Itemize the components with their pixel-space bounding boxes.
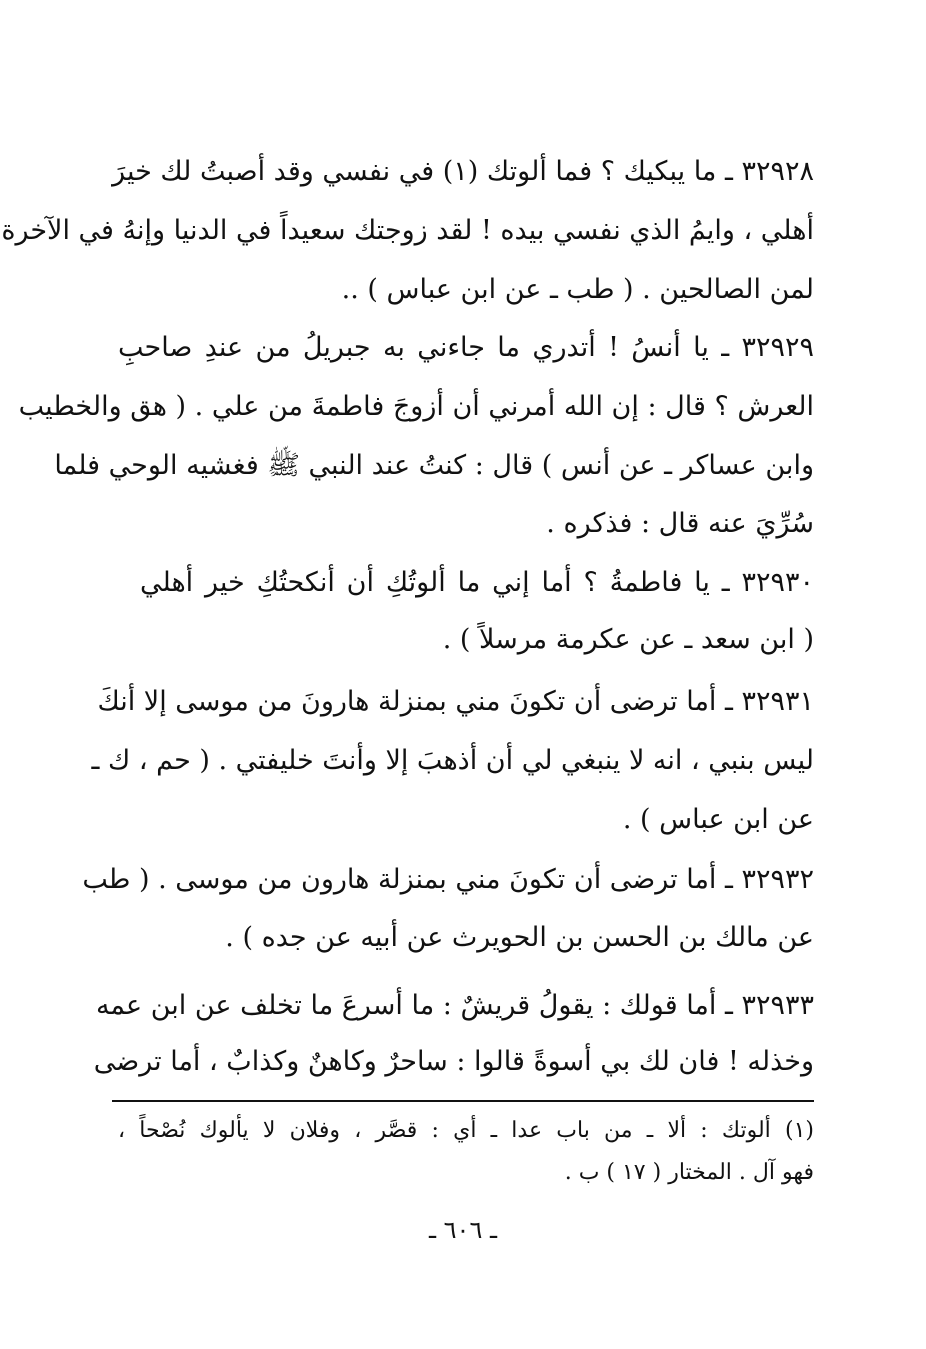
- entry-32929-line-3: وابن عساكر ـ عن أنس ) قال : كنتُ عند النبي ﷺ فغشيه الوحي فلما: [54, 450, 814, 481]
- entry-32931-line-3: عن ابن عباس ) .: [622, 804, 814, 835]
- page-number: ـ ٦٠٦ ـ: [428, 1216, 497, 1244]
- entry-32930-line-2: ( ابن سعد ـ عن عكرمة مرسلاً ) .: [442, 624, 814, 655]
- entry-32931-line-1: ٣٢٩٣١ ـ أما ترضى أن تكونَ مني بمنزلة هارونَ من موسى إلا أنكَ: [97, 686, 814, 717]
- entry-32930-line-1: ٣٢٩٣٠ ـ يا فاطمةُ ؟ أما إني ما ألوتُكِ أن أنكحتُكِ خير أهلي: [140, 567, 814, 598]
- entry-32932-line-1: ٣٢٩٣٢ ـ أما ترضى أن تكونَ مني بمنزلة هارون من موسى . ( طب: [82, 864, 814, 895]
- entry-32928-line-3: لمن الصالحين . ( طب ـ عن ابن عباس ) ..: [341, 274, 814, 305]
- footnote-line-2: فهو آل . المختار ( ١٧ ) ب .: [564, 1160, 814, 1185]
- entry-32929-line-4: سُرِّيَ عنه قال : فذكره .: [546, 508, 814, 539]
- entry-32932-line-2: عن مالك بن الحسن بن الحويرث عن أبيه عن جده ) .: [225, 922, 814, 953]
- entry-32929-line-1: ٣٢٩٢٩ ـ يا أنسُ ! أتدري ما جاءني به جبريلُ من عندِ صاحبِ: [118, 332, 814, 363]
- entry-32928-line-1: ٣٢٩٢٨ ـ ما يبكيك ؟ فما ألوتك (١) في نفسي وقد أصبتُ لك خيرَ: [112, 156, 814, 187]
- entry-32931-line-2: ليس بنبي ، انه لا ينبغي لي أن أذهبَ إلا وأنتَ خليفتي . ( حم ، ك ـ: [91, 745, 814, 776]
- entry-32929-line-2: العرش ؟ قال : إن الله أمرني أن أزوجَ فاطمةَ من علي . ( هق والخطيب: [18, 391, 814, 422]
- entry-32933-line-2: وخذله ! فان لك بي أسوةً قالوا : ساحرٌ وكاهنٌ وكذابٌ ، أما ترضى: [93, 1046, 814, 1077]
- footnote-separator: [112, 1100, 814, 1102]
- entry-32933-line-1: ٣٢٩٣٣ ـ أما قولك : يقولُ قريشٌ : ما أسرعَ ما تخلف عن ابن عمه: [95, 990, 814, 1021]
- footnote-line-1: (١) ألوتك : ألا ـ من باب عدا ـ أي : قصَّر ، وفلان لا يألوك نُصْحاً ،: [118, 1118, 814, 1143]
- entry-32928-line-2: أهلي ، وايمُ الذي نفسي بيده ! لقد زوجتك سعيداً في الدنيا وإنهُ في الآخرة: [1, 215, 814, 246]
